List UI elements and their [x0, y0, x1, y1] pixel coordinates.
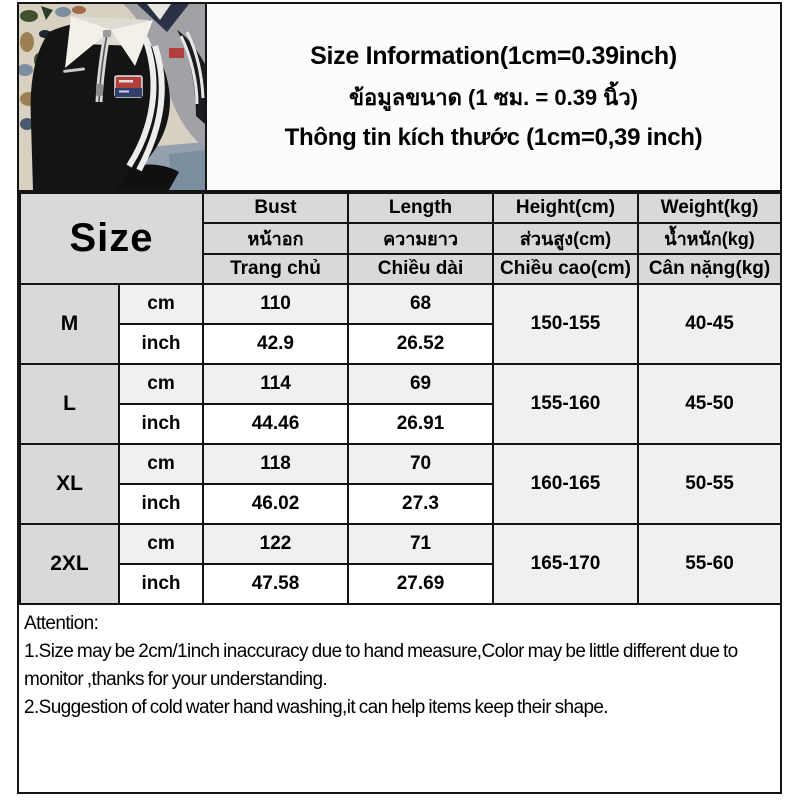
2xl-bust-inch: 47.58	[203, 564, 348, 604]
col-header-length-th: ความยาว	[348, 223, 493, 254]
title-vietnamese: Thông tin kích thước (1cm=0,39 inch)	[284, 124, 703, 151]
title-thai: ข้อมูลขนาด (1 ซม. = 0.39 นิ้ว)	[348, 85, 638, 110]
col-header-height-vi: Chiều cao(cm)	[493, 254, 638, 284]
attention-note-1: 1.Size may be 2cm/1inch inaccuracy due to hand measure,Color may be little different due to monitor ,thanks for your understanding.	[24, 641, 738, 690]
size-chart-sheet	[17, 2, 782, 794]
2xl-length-inch: 27.69	[348, 564, 493, 604]
l-unit-cm: cm	[119, 364, 203, 404]
2xl-unit-cm: cm	[119, 524, 203, 564]
col-header-weight-th: น้ำหนัก(kg)	[638, 223, 781, 254]
l-length-inch: 26.91	[348, 404, 493, 444]
attention-note-2: 2.Suggestion of cold water hand washing,it can help items keep their shape.	[24, 697, 609, 718]
m-unit-inch: inch	[119, 324, 203, 364]
product-photo	[19, 4, 207, 190]
l-unit-inch: inch	[119, 404, 203, 444]
size-chart-table	[19, 192, 782, 605]
col-header-weight-vi: Cân nặng(kg)	[638, 254, 781, 284]
xl-bust-cm: 118	[203, 444, 348, 484]
m-height: 150-155	[493, 284, 638, 364]
size-header: Size	[20, 193, 203, 284]
2xl-bust-cm: 122	[203, 524, 348, 564]
chest-patch	[115, 76, 142, 97]
2xl-length-cm: 71	[348, 524, 493, 564]
l-height: 155-160	[493, 364, 638, 444]
m-weight: 40-45	[638, 284, 781, 364]
m-unit-cm: cm	[119, 284, 203, 324]
col-header-length-vi: Chiều dài	[348, 254, 493, 284]
2xl-unit-inch: inch	[119, 564, 203, 604]
product-photo-illustration	[19, 4, 205, 190]
xl-weight: 50-55	[638, 444, 781, 524]
size-xl-label: XL	[20, 444, 119, 524]
xl-length-inch: 27.3	[348, 484, 493, 524]
m-bust-inch: 42.9	[203, 324, 348, 364]
col-header-bust-th: หน้าอก	[203, 223, 348, 254]
l-weight: 45-50	[638, 364, 781, 444]
top-band	[19, 4, 780, 192]
l-bust-inch: 44.46	[203, 404, 348, 444]
size-m-label: M	[20, 284, 119, 364]
l-length-cm: 69	[348, 364, 493, 404]
title-english: Size Information(1cm=0.39inch)	[310, 42, 677, 70]
col-header-length-en: Length	[348, 193, 493, 223]
l-bust-cm: 114	[203, 364, 348, 404]
2xl-height: 165-170	[493, 524, 638, 604]
xl-unit-inch: inch	[119, 484, 203, 524]
2xl-weight: 55-60	[638, 524, 781, 604]
xl-bust-inch: 46.02	[203, 484, 348, 524]
col-header-bust-en: Bust	[203, 193, 348, 223]
xl-height: 160-165	[493, 444, 638, 524]
col-header-bust-vi: Trang chủ	[203, 254, 348, 284]
col-header-height-th: ส่วนสูง(cm)	[493, 223, 638, 254]
col-header-weight-en: Weight(kg)	[638, 193, 781, 223]
size-2xl-label: 2XL	[20, 524, 119, 604]
m-length-inch: 26.52	[348, 324, 493, 364]
attention-notes	[19, 605, 780, 722]
col-header-height-en: Height(cm)	[493, 193, 638, 223]
attention-heading: Attention:	[24, 613, 99, 634]
m-bust-cm: 110	[203, 284, 348, 324]
title-box	[207, 4, 780, 190]
size-l-label: L	[20, 364, 119, 444]
xl-length-cm: 70	[348, 444, 493, 484]
m-length-cm: 68	[348, 284, 493, 324]
xl-unit-cm: cm	[119, 444, 203, 484]
